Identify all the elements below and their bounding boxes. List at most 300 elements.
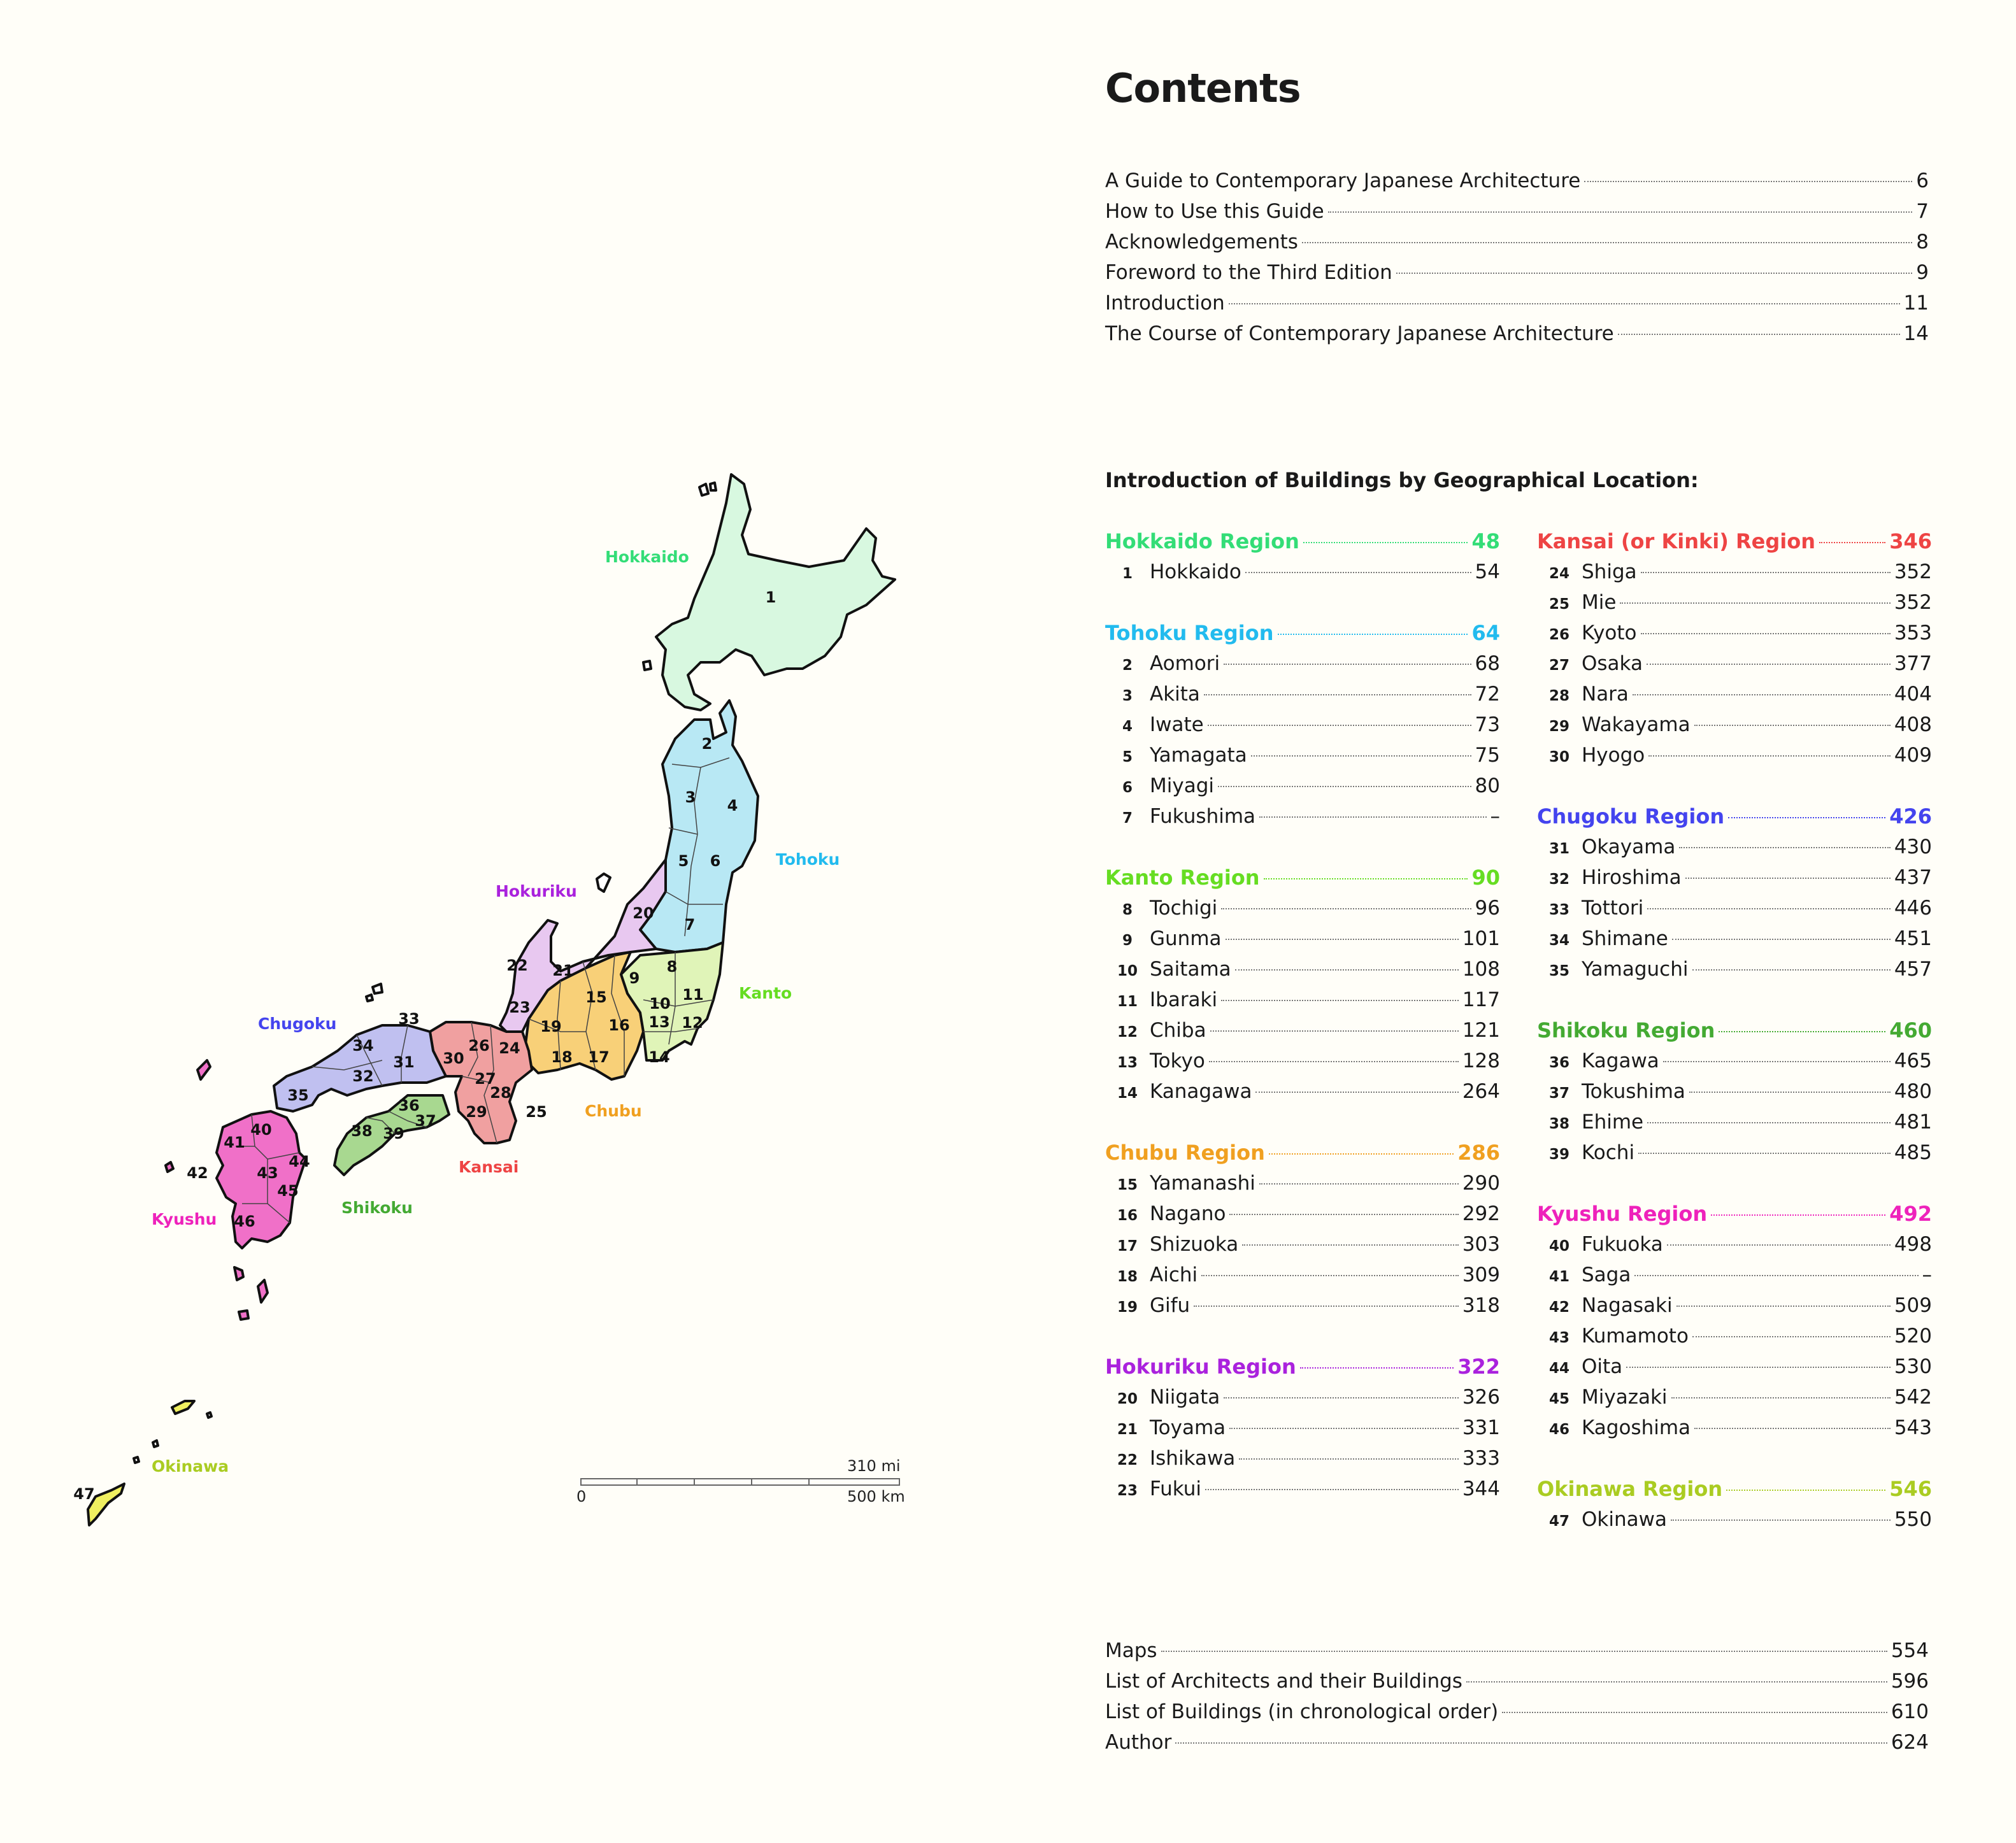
prefecture-number: 16 (1117, 1207, 1138, 1224)
prefecture-entry[interactable] (1537, 709, 1932, 740)
prefecture-name: Wakayama (1582, 713, 1691, 736)
leader-dots (1692, 969, 1891, 971)
map-label-kyushu: Kyushu (152, 1210, 217, 1228)
leader-dots (1175, 1742, 1887, 1744)
prefecture-number: 31 (1548, 841, 1569, 857)
toc-label: List of Buildings (in chronological order) (1105, 1700, 1499, 1723)
prefecture-entry[interactable] (1537, 679, 1932, 709)
prefecture-name: Niigata (1150, 1386, 1220, 1409)
map-label-hokuriku: Hokuriku (496, 882, 577, 900)
prefecture-number: 41 (1548, 1269, 1569, 1285)
leader-dots (1259, 816, 1486, 818)
leader-dots (1676, 1306, 1891, 1307)
prefecture-name: Kyoto (1582, 622, 1637, 644)
prefecture-entry[interactable] (1537, 1076, 1932, 1107)
scale-bottom-label: 500 km (847, 1488, 905, 1505)
prefecture-name: Yamagata (1150, 744, 1247, 767)
prefecture-number: 20 (633, 904, 654, 922)
prefecture-page: 451 (1894, 927, 1932, 950)
prefecture-entry[interactable] (1105, 985, 1500, 1015)
region-gap (1537, 1443, 1932, 1474)
leader-dots (1638, 1153, 1891, 1154)
region-heading[interactable] (1537, 1199, 1932, 1229)
leader-dots (1692, 1336, 1891, 1337)
prefecture-page: 68 (1475, 652, 1500, 675)
prefecture-name: Aomori (1150, 652, 1220, 675)
prefecture-number: 28 (490, 1084, 511, 1102)
map-label-tohoku: Tohoku (776, 850, 840, 869)
leader-dots (1221, 908, 1471, 909)
prefecture-number: 44 (289, 1153, 310, 1171)
prefecture-number: 24 (499, 1039, 520, 1057)
prefecture-page: 530 (1894, 1355, 1932, 1378)
prefecture-entry[interactable] (1105, 1076, 1500, 1107)
prefecture-number: 30 (1548, 749, 1569, 765)
region-gap (1537, 771, 1932, 801)
leader-dots (1229, 1428, 1459, 1429)
leader-dots (1239, 1458, 1459, 1460)
region-heading[interactable] (1105, 862, 1500, 893)
map-label-hokkaido: Hokkaido (605, 548, 689, 566)
region-heading[interactable] (1105, 1137, 1500, 1168)
prefecture-name: Tokyo (1150, 1050, 1205, 1072)
leader-dots (1161, 1651, 1887, 1652)
region-heading[interactable] (1537, 1474, 1932, 1504)
prefecture-number: 46 (1548, 1421, 1569, 1438)
leader-dots (1694, 1428, 1891, 1429)
prefecture-number: 8 (1122, 902, 1133, 918)
prefecture-number: 28 (1548, 688, 1569, 704)
prefecture-number: 17 (588, 1048, 610, 1066)
leader-dots (1242, 1244, 1459, 1246)
toc-entry[interactable] (1105, 227, 1929, 257)
prefecture-name: Nara (1582, 683, 1629, 706)
prefecture-entry[interactable] (1537, 1321, 1932, 1351)
prefecture-number: 43 (1548, 1330, 1569, 1346)
regions-column-left (1105, 526, 1500, 1504)
prefecture-page: 96 (1475, 897, 1500, 920)
prefecture-name: Osaka (1582, 652, 1643, 675)
region-name: Kanto Region (1105, 865, 1260, 890)
toc-entry[interactable] (1105, 1727, 1929, 1758)
prefecture-number: 10 (649, 995, 671, 1013)
prefecture-page: 121 (1462, 1019, 1500, 1042)
prefecture-entry[interactable] (1537, 832, 1932, 862)
prefecture-entry[interactable] (1537, 954, 1932, 985)
leader-dots (1210, 1030, 1459, 1032)
prefecture-number: 13 (648, 1013, 670, 1031)
prefecture-number: 21 (552, 962, 574, 979)
toc-page: 11 (1903, 292, 1929, 315)
prefecture-name: Kagawa (1582, 1050, 1659, 1072)
region-page: 460 (1889, 1018, 1932, 1042)
prefecture-number: 14 (648, 1048, 670, 1066)
prefecture-page: 117 (1462, 988, 1500, 1011)
prefecture-name: Fukuoka (1582, 1233, 1663, 1256)
leader-dots (1224, 1397, 1459, 1398)
toc-entry[interactable] (1105, 1635, 1929, 1666)
leader-dots (1396, 273, 1912, 274)
prefecture-number: 42 (187, 1164, 208, 1182)
prefecture-number: 37 (1548, 1085, 1569, 1102)
prefecture-entry[interactable] (1537, 1260, 1932, 1290)
leader-dots (1251, 755, 1471, 757)
prefecture-number: 34 (352, 1037, 374, 1055)
prefecture-entry[interactable] (1537, 557, 1932, 587)
prefecture-page: 498 (1894, 1233, 1932, 1256)
prefecture-entry[interactable] (1105, 709, 1500, 740)
prefecture-entry[interactable] (1537, 1046, 1932, 1076)
prefecture-entry[interactable] (1105, 954, 1500, 985)
toc-label: The Course of Contemporary Japanese Architecture (1105, 322, 1614, 345)
prefecture-number: 24 (1548, 566, 1569, 582)
prefecture-number: 36 (1548, 1055, 1569, 1071)
prefecture-number: 33 (398, 1010, 420, 1028)
map-label-shikoku: Shikoku (341, 1199, 413, 1217)
prefecture-number: 12 (1117, 1024, 1138, 1041)
prefecture-page: 542 (1894, 1386, 1932, 1409)
prefecture-number: 4 (727, 797, 738, 815)
toc-label: Author (1105, 1731, 1172, 1754)
region-page: 48 (1471, 529, 1500, 553)
toc-label: Foreword to the Third Edition (1105, 261, 1392, 284)
prefecture-name: Kochi (1582, 1141, 1635, 1164)
prefecture-entry[interactable] (1105, 1229, 1500, 1260)
prefecture-number: 7 (1122, 810, 1133, 827)
prefecture-number: 45 (277, 1182, 299, 1200)
leader-dots (1694, 725, 1891, 726)
prefecture-entry[interactable] (1537, 1137, 1932, 1168)
region-page: 346 (1889, 529, 1932, 553)
prefecture-name: Okayama (1582, 836, 1676, 858)
prefecture-page: 352 (1894, 560, 1932, 583)
prefecture-number: 47 (1548, 1513, 1569, 1530)
prefecture-number: 5 (678, 852, 689, 870)
leader-dots (1685, 878, 1891, 879)
prefecture-page: 318 (1462, 1294, 1500, 1317)
prefecture-page: 264 (1462, 1080, 1500, 1103)
prefecture-entry[interactable] (1537, 1229, 1932, 1260)
prefecture-number: 22 (506, 957, 528, 974)
prefecture-page: 326 (1462, 1386, 1500, 1409)
prefecture-name: Shimane (1582, 927, 1668, 950)
prefecture-number: 29 (1548, 718, 1569, 735)
prefecture-number: 38 (1548, 1116, 1569, 1132)
leader-dots (1502, 1712, 1887, 1713)
prefecture-name: Kumamoto (1582, 1325, 1689, 1348)
leader-dots (1667, 1244, 1891, 1246)
prefecture-name: Nagasaki (1582, 1294, 1673, 1317)
prefecture-number: 30 (443, 1050, 464, 1067)
prefecture-entry[interactable] (1537, 740, 1932, 771)
prefecture-entry[interactable] (1537, 1382, 1932, 1412)
toc-entry[interactable] (1105, 1697, 1929, 1727)
scale-top-label: 310 mi (847, 1457, 901, 1475)
prefecture-entry[interactable] (1537, 587, 1932, 618)
leader-dots (1208, 725, 1471, 726)
prefecture-number: 29 (466, 1103, 487, 1121)
leader-dots (1328, 211, 1913, 213)
leader-dots (1245, 572, 1471, 573)
prefecture-number: 18 (551, 1048, 573, 1066)
prefecture-name: Gifu (1150, 1294, 1190, 1317)
prefecture-entry[interactable] (1105, 1199, 1500, 1229)
prefecture-number: 27 (1548, 657, 1569, 674)
toc-entry[interactable] (1105, 318, 1929, 349)
prefecture-number: 40 (1548, 1238, 1569, 1255)
prefecture-name: Hiroshima (1582, 866, 1682, 889)
prefecture-entry[interactable] (1105, 1168, 1500, 1199)
region-heading[interactable] (1537, 1015, 1932, 1046)
leader-dots (1226, 939, 1459, 940)
prefecture-page: 73 (1475, 713, 1500, 736)
prefecture-page: – (1490, 805, 1500, 828)
leader-dots (1466, 1681, 1887, 1683)
leader-dots (1719, 1031, 1885, 1032)
region-name: Shikoku Region (1537, 1018, 1715, 1042)
prefecture-number: 46 (234, 1213, 255, 1230)
region-name: Chugoku Region (1537, 804, 1725, 829)
prefecture-number: 3 (685, 788, 696, 806)
prefecture-entry[interactable] (1537, 1412, 1932, 1443)
region-page: 546 (1889, 1477, 1932, 1501)
toc-page: 7 (1916, 200, 1929, 223)
prefecture-name: Yamanashi (1150, 1172, 1255, 1195)
leader-dots (1641, 572, 1891, 573)
leader-dots (1264, 878, 1468, 879)
prefecture-entry[interactable] (1105, 679, 1500, 709)
region-heading[interactable] (1537, 801, 1932, 832)
prefecture-number: 32 (352, 1067, 374, 1085)
region-heading[interactable] (1105, 526, 1500, 557)
prefecture-page: 101 (1462, 927, 1500, 950)
leader-dots (1647, 908, 1891, 909)
prefecture-entry[interactable] (1537, 1107, 1932, 1137)
prefecture-entry[interactable] (1105, 740, 1500, 771)
prefecture-entry[interactable] (1105, 1443, 1500, 1474)
leader-dots (1303, 542, 1468, 543)
regions-column-right (1537, 526, 1932, 1535)
prefecture-page: – (1922, 1263, 1932, 1286)
prefecture-number: 19 (1117, 1299, 1138, 1316)
prefecture-number: 47 (73, 1485, 95, 1503)
prefecture-page: 290 (1462, 1172, 1500, 1195)
prefecture-name: Ehime (1582, 1111, 1644, 1134)
toc-entry[interactable] (1105, 1666, 1929, 1697)
prefecture-entry[interactable] (1537, 1290, 1932, 1321)
toc-label: Maps (1105, 1639, 1157, 1662)
prefecture-page: 353 (1894, 622, 1932, 644)
prefecture-name: Shiga (1582, 560, 1637, 583)
prefecture-entry[interactable] (1105, 1046, 1500, 1076)
leader-dots (1259, 1183, 1459, 1185)
intro-list (1105, 166, 1929, 349)
prefecture-entry[interactable] (1105, 801, 1500, 832)
region-gap (1105, 1321, 1500, 1351)
toc-entry[interactable] (1105, 196, 1929, 227)
prefecture-page: 543 (1894, 1416, 1932, 1439)
toc-page: 6 (1916, 169, 1929, 192)
prefecture-name: Tochigi (1150, 897, 1218, 920)
prefecture-page: 409 (1894, 744, 1932, 767)
prefecture-page: 377 (1894, 652, 1932, 675)
prefecture-page: 481 (1894, 1111, 1932, 1134)
prefecture-page: 457 (1894, 958, 1932, 981)
prefecture-page: 54 (1475, 560, 1500, 583)
prefecture-page: 72 (1475, 683, 1500, 706)
region-page: 492 (1889, 1202, 1932, 1226)
region-page: 322 (1457, 1355, 1500, 1379)
prefecture-page: 509 (1894, 1294, 1932, 1317)
leader-dots (1641, 633, 1891, 634)
prefecture-page: 352 (1894, 591, 1932, 614)
prefecture-entry[interactable] (1537, 1351, 1932, 1382)
prefecture-number: 2 (1122, 657, 1133, 674)
region-name: Okinawa Region (1537, 1477, 1723, 1501)
prefecture-name: Ibaraki (1150, 988, 1218, 1011)
prefecture-page: 108 (1462, 958, 1500, 981)
region-name: Hokkaido Region (1105, 529, 1299, 553)
prefecture-page: 465 (1894, 1050, 1932, 1072)
prefecture-page: 75 (1475, 744, 1500, 767)
prefecture-entry[interactable] (1105, 648, 1500, 679)
prefecture-number: 12 (682, 1014, 703, 1032)
leader-dots (1663, 1061, 1891, 1062)
prefecture-entry[interactable] (1537, 862, 1932, 893)
prefecture-number: 16 (608, 1016, 630, 1034)
prefecture-page: 480 (1894, 1080, 1932, 1103)
toc-entry[interactable] (1105, 288, 1929, 318)
prefecture-number: 43 (257, 1164, 278, 1182)
prefecture-name: Kanagawa (1150, 1080, 1252, 1103)
toc-label: Acknowledgements (1105, 231, 1298, 253)
region-heading[interactable] (1537, 526, 1932, 557)
region-heading[interactable] (1105, 1351, 1500, 1382)
prefecture-entry[interactable] (1537, 1504, 1932, 1535)
prefecture-number: 3 (1122, 688, 1133, 704)
prefecture-name: Nagano (1150, 1202, 1226, 1225)
prefecture-entry[interactable] (1105, 1015, 1500, 1046)
prefecture-entry[interactable] (1105, 1290, 1500, 1321)
prefecture-number: 37 (415, 1112, 436, 1130)
map-label-kanto: Kanto (739, 984, 792, 1002)
region-name: Chubu Region (1105, 1141, 1265, 1165)
toc-entry[interactable] (1105, 166, 1929, 196)
prefecture-number: 9 (1122, 932, 1133, 949)
prefecture-entry[interactable] (1537, 648, 1932, 679)
prefecture-number: 44 (1548, 1360, 1569, 1377)
prefecture-page: 128 (1462, 1050, 1500, 1072)
leader-dots (1235, 969, 1459, 971)
prefecture-entry[interactable] (1105, 1474, 1500, 1504)
leader-dots (1221, 1000, 1459, 1001)
leader-dots (1728, 817, 1885, 818)
prefecture-number: 42 (1548, 1299, 1569, 1316)
prefecture-name: Hyogo (1582, 744, 1645, 767)
page-title: Contents (1105, 65, 1301, 111)
leader-dots (1671, 1519, 1891, 1521)
region-gap (1537, 1168, 1932, 1199)
prefecture-entry[interactable] (1537, 923, 1932, 954)
region-gap (1537, 985, 1932, 1015)
leader-dots (1584, 181, 1912, 182)
leader-dots (1726, 1490, 1885, 1491)
toc-label: Introduction (1105, 292, 1225, 315)
leader-dots (1201, 1275, 1459, 1276)
prefecture-entry[interactable] (1105, 1382, 1500, 1412)
leader-dots (1647, 1122, 1891, 1123)
prefecture-number: 39 (383, 1125, 404, 1142)
prefecture-number: 4 (1122, 718, 1133, 735)
leader-dots (1209, 1061, 1459, 1062)
prefecture-entry[interactable] (1105, 1260, 1500, 1290)
prefecture-number: 8 (666, 958, 678, 976)
prefecture-name: Yamaguchi (1582, 958, 1689, 981)
prefecture-number: 10 (1117, 963, 1138, 979)
prefecture-name: Chiba (1150, 1019, 1206, 1042)
toc-page: 596 (1891, 1670, 1929, 1693)
prefecture-name: Saga (1582, 1263, 1631, 1286)
toc-entry[interactable] (1105, 257, 1929, 288)
prefecture-page: 331 (1462, 1416, 1500, 1439)
region-heading[interactable] (1105, 618, 1500, 648)
prefecture-number: 1 (765, 588, 776, 606)
leader-dots (1218, 786, 1471, 787)
scale-zero-label: 0 (576, 1488, 587, 1505)
prefecture-entry[interactable] (1537, 618, 1932, 648)
prefecture-entry[interactable] (1105, 1412, 1500, 1443)
prefecture-entry[interactable] (1537, 893, 1932, 923)
prefecture-page: 485 (1894, 1141, 1932, 1164)
prefecture-name: Hokkaido (1150, 560, 1241, 583)
prefecture-entry[interactable] (1105, 893, 1500, 923)
leader-dots (1633, 694, 1891, 695)
prefecture-number: 33 (1548, 902, 1569, 918)
prefecture-number: 35 (1548, 963, 1569, 979)
prefecture-page: 404 (1894, 683, 1932, 706)
prefecture-number: 14 (1117, 1085, 1138, 1102)
prefecture-name: Tokushima (1582, 1080, 1685, 1103)
prefecture-page: 292 (1462, 1202, 1500, 1225)
prefecture-name: Ishikawa (1150, 1447, 1236, 1470)
prefecture-entry[interactable] (1105, 923, 1500, 954)
prefecture-entry[interactable] (1105, 771, 1500, 801)
prefecture-number: 7 (684, 916, 696, 934)
prefecture-number: 18 (1117, 1269, 1138, 1285)
prefecture-number: 41 (224, 1134, 245, 1151)
prefecture-number: 2 (701, 735, 713, 753)
prefecture-name: Toyama (1150, 1416, 1226, 1439)
prefecture-number: 6 (710, 852, 721, 870)
leader-dots (1194, 1306, 1459, 1307)
prefecture-number: 21 (1117, 1421, 1138, 1438)
toc-page: 624 (1891, 1731, 1929, 1754)
region-page: 426 (1889, 804, 1932, 829)
prefecture-number: 15 (1117, 1177, 1138, 1193)
prefecture-number: 1 (1122, 566, 1133, 582)
prefecture-page: 344 (1462, 1477, 1500, 1500)
prefecture-entry[interactable] (1105, 557, 1500, 587)
prefecture-name: Fukushima (1150, 805, 1256, 828)
prefecture-name: Miyazaki (1582, 1386, 1668, 1409)
prefecture-number: 22 (1117, 1452, 1138, 1469)
prefecture-name: Kagoshima (1582, 1416, 1691, 1439)
region-page: 64 (1471, 621, 1500, 645)
outro-list (1105, 1635, 1929, 1758)
leader-dots (1302, 242, 1912, 243)
toc-page: 9 (1916, 261, 1929, 284)
leader-dots (1711, 1214, 1885, 1216)
